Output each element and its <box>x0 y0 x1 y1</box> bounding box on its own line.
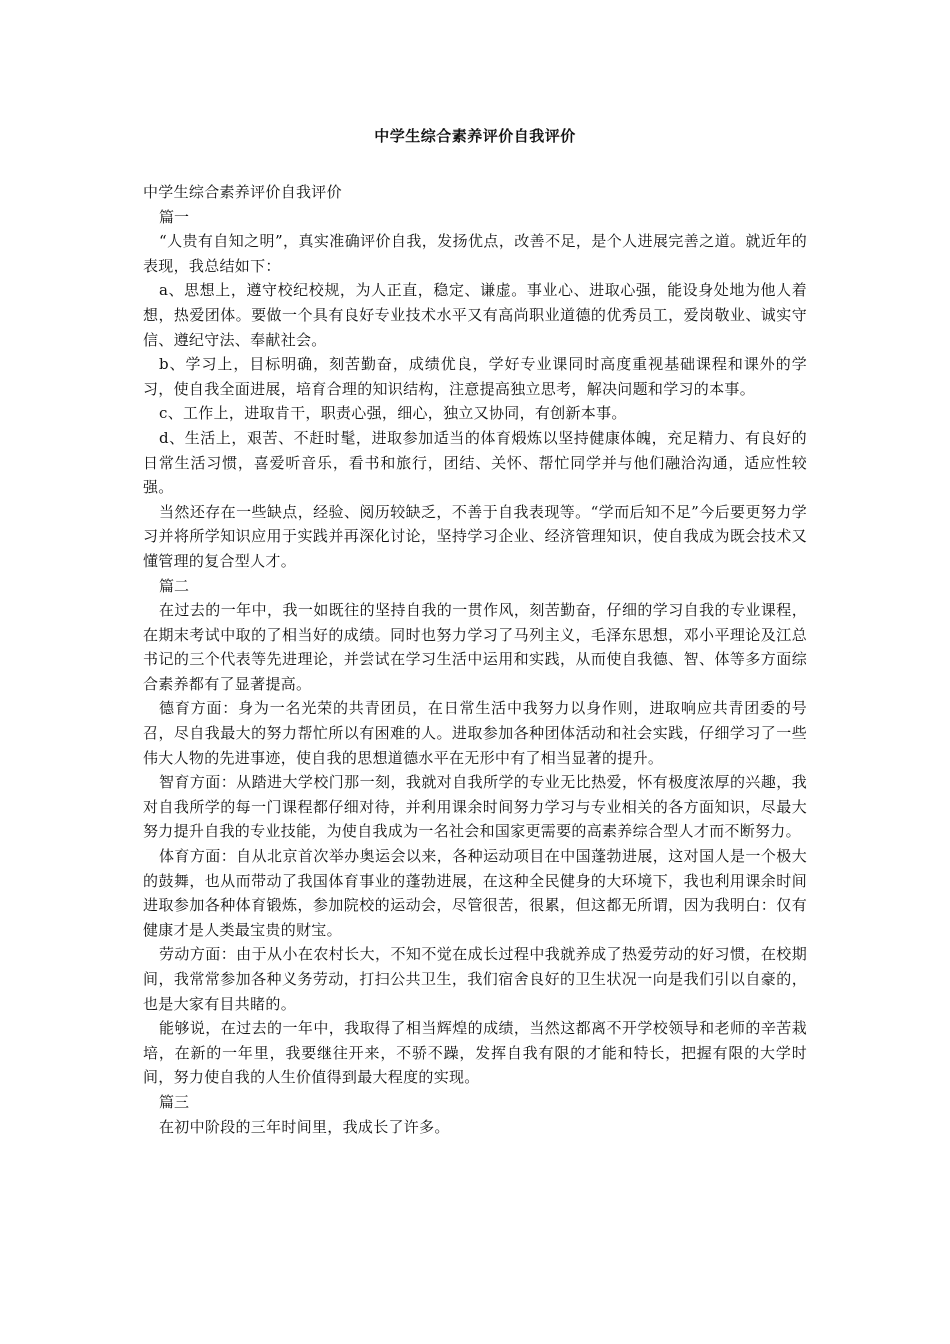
paragraph: 体育方面：自从北京首次举办奥运会以来，各种运动项目在中国蓬勃进展，这对国人是一个极大的鼓舞，也从而带动了我国体育事业的蓬勃进展，在这种全民健身的大环境下，我也利用课余时间进取参加各种体育锻炼，参加院校的运动会，尽管很苦，很累，但这都无所谓，因为我明白：仅有健康才是人类最宝贵的财宝。 <box>143 847 807 939</box>
paragraph: 智育方面：从踏进大学校门那一刻，我就对自我所学的专业无比热爱，怀有极度浓厚的兴趣，我对自我所学的每一门课程都仔细对待，并利用课余时间努力学习与专业相关的各方面知识，尽最大努力提升自我的专业技能，为使自我成为一名社会和国家更需要的高素养综合型人才而不断努力。 <box>143 773 807 841</box>
paragraph: 在初中阶段的三年时间里，我成长了许多。 <box>159 1117 450 1136</box>
paragraph: “人贵有自知之明”，真实准确评价自我，发扬优点，改善不足，是个人进展完善之道。就近年的表现，我总结如下： <box>143 232 807 275</box>
paragraph: 劳动方面：由于从小在农村长大，不知不觉在成长过程中我就养成了热爱劳动的好习惯，在校期间，我常常参加各种义务劳动，打扫公共卫生，我们宿舍良好的卫生状况一向是我们引以自豪的，也是大家有目共睹的。 <box>143 945 807 1013</box>
document-title: 中学生综合素养评价自我评价 <box>374 127 576 145</box>
document-page <box>143 124 807 1139</box>
paragraph: d、生活上，艰苦、不赶时髦，进取参加适当的体育煅炼以坚持健康体魄，充足精力、有良好的日常生活习惯，喜爱听音乐，看书和旅行，团结、关怀、帮忙同学并与他们融洽沟通，适应性较强。 <box>143 428 807 497</box>
section-heading-3: 篇三 <box>159 1092 190 1111</box>
paragraph: c、工作上，进取肯干，职责心强，细心，独立又协同，有创新本事。 <box>159 404 627 423</box>
paragraph: 能够说，在过去的一年中，我取得了相当辉煌的成绩，当然这都离不开学校领导和老师的辛苦栽培，在新的一年里，我要继往开来，不骄不躁，发挥自我有限的才能和特长，把握有限的大学时间，努力使自我的人生价值得到最大程度的实现。 <box>143 1019 807 1087</box>
section-heading-2: 篇二 <box>159 576 190 595</box>
document-subtitle: 中学生综合素养评价自我评价 <box>143 183 342 201</box>
section-heading-1: 篇一 <box>159 207 190 226</box>
paragraph: b、学习上，目标明确，刻苦勤奋，成绩优良，学好专业课同时高度重视基础课程和课外的学习，使自我全面进展，培育合理的知识结构，注意提高独立思考，解决问题和学习的本事。 <box>143 355 807 398</box>
paragraph: 在过去的一年中，我一如既往的坚持自我的一贯作风，刻苦勤奋，仔细的学习自我的专业课程，在期末考试中取的了相当好的成绩。同时也努力学习了马列主义，毛泽东思想，邓小平理论及江总书记的三个代表等先进理论，并尝试在学习生活中运用和实践，从而使自我德、智、体等多方面综合素养都有了显著提高。 <box>143 601 807 693</box>
paragraph: 德育方面：身为一名光荣的共青团员，在日常生活中我努力以身作则，进取响应共青团委的号召，尽自我最大的努力帮忙所以有困难的人。进取参加各种团体活动和社会实践，仔细学习了一些伟大人物的先进事迹，使自我的思想道德水平在无形中有了相当显著的提升。 <box>143 699 807 767</box>
paragraph: a、思想上，遵守校纪校规，为人正直，稳定、谦虚。事业心、进取心强，能设身处地为他人着想，热爱团体。要做一个具有良好专业技术水平又有高尚职业道德的优秀员工，爱岗敬业、诚实守信、遵纪守法、奉献社会。 <box>143 281 807 349</box>
paragraph: 当然还存在一些缺点，经验、阅历较缺乏，不善于自我表现等。“学而后知不足”今后要更努力学习并将所学知识应用于实践并再深化讨论，坚持学习企业、经济管理知识，使自我成为既会技术又懂管理的复合型人才。 <box>143 502 807 570</box>
